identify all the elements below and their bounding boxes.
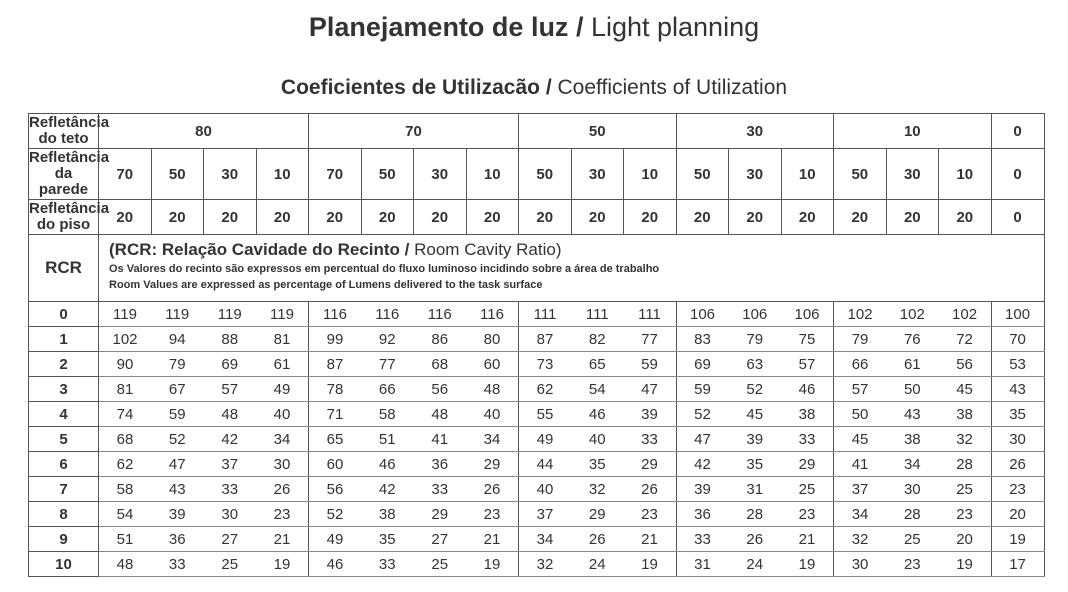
table-cell: 38 [939,402,992,427]
table-cell: 66 [834,352,887,377]
table-cell: 45 [834,427,887,452]
table-cell: 111 [571,302,624,327]
floor-value-cell: 20 [939,200,992,235]
table-cell: 33 [676,527,729,552]
table-cell: 19 [624,552,677,577]
table-cell: 43 [991,377,1044,402]
table-cell: 116 [414,302,467,327]
wall-value-cell: 10 [256,149,309,200]
table-cell: 90 [99,352,152,377]
table-cell: 48 [466,377,519,402]
table-cell: 116 [309,302,362,327]
table-cell: 42 [676,452,729,477]
page-title [0,12,1068,43]
table-cell: 56 [939,352,992,377]
table-cell: 72 [939,327,992,352]
table-cell: 46 [361,452,414,477]
rcr-value-cell: 10 [29,552,99,577]
table-cell: 56 [309,477,362,502]
table-cell: 37 [519,502,572,527]
table-cell: 92 [361,327,414,352]
rcr-label: RCR [29,235,99,302]
table-cell: 79 [729,327,782,352]
wall-value-cell: 50 [361,149,414,200]
wall-value-cell: 50 [834,149,887,200]
table-cell: 27 [204,527,257,552]
table-cell: 26 [466,477,519,502]
table-cell: 45 [939,377,992,402]
table-cell: 68 [99,427,152,452]
table-cell: 30 [886,477,939,502]
table-cell: 52 [309,502,362,527]
table-subtitle [0,76,1068,100]
table-cell: 30 [204,502,257,527]
table-cell: 28 [886,502,939,527]
wall-value-cell: 70 [99,149,152,200]
floor-value-cell: 20 [886,200,939,235]
floor-value-cell: 20 [571,200,624,235]
table-cell: 61 [886,352,939,377]
table-row [29,527,1045,552]
table-cell: 57 [781,352,834,377]
wall-label-line1: Refletância [29,149,110,166]
table-cell: 44 [519,452,572,477]
table-cell: 25 [204,552,257,577]
table-cell: 32 [834,527,887,552]
table-subtitle-pt: Coeficientes de Utilizacão [280,76,540,99]
table-cell: 116 [361,302,414,327]
table-cell: 30 [256,452,309,477]
table-cell: 49 [256,377,309,402]
table-cell: 82 [571,327,624,352]
table-cell: 102 [939,302,992,327]
floor-label-line1: Refletância [29,200,110,217]
table-cell: 19 [781,552,834,577]
table-cell: 36 [414,452,467,477]
table-cell: 29 [414,502,467,527]
table-cell: 21 [466,527,519,552]
table-cell: 19 [466,552,519,577]
table-cell: 111 [519,302,572,327]
table-cell: 119 [151,302,204,327]
wall-value-cell: 30 [571,149,624,200]
table-cell: 39 [729,427,782,452]
table-row [29,452,1045,477]
table-subtitle-separator: / [540,76,558,99]
floor-value-cell: 20 [309,200,362,235]
wall-value-cell: 70 [309,149,362,200]
rcr-value-cell: 2 [29,352,99,377]
rcr-note-pt: Os Valores do recinto são expressos em percentual do fluxo luminoso incidindo sobre a área de trabalho [109,263,660,275]
table-cell: 56 [414,377,467,402]
table-cell: 52 [729,377,782,402]
table-cell: 39 [676,477,729,502]
table-cell: 40 [466,402,519,427]
table-row [29,477,1045,502]
table-cell: 59 [151,402,204,427]
rcr-note [99,235,1045,302]
table-cell: 20 [939,527,992,552]
rcr-note-title [109,239,1036,261]
table-cell: 53 [991,352,1044,377]
table-cell: 51 [361,427,414,452]
table-cell: 76 [886,327,939,352]
floor-value-cell: 20 [361,200,414,235]
rcr-value-cell: 5 [29,427,99,452]
table-cell: 46 [309,552,362,577]
table-cell: 26 [729,527,782,552]
floor-label-line2: do piso [36,216,91,233]
table-cell: 19 [256,552,309,577]
table-cell: 54 [99,502,152,527]
table-cell: 40 [256,402,309,427]
table-cell: 20 [991,502,1044,527]
table-cell: 65 [571,352,624,377]
table-cell: 62 [99,452,152,477]
floor-value-cell: 20 [676,200,729,235]
table-cell: 24 [571,552,624,577]
wall-value-cell: 10 [466,149,519,200]
table-cell: 71 [309,402,362,427]
table-cell: 119 [256,302,309,327]
table-cell: 34 [466,427,519,452]
floor-value-cell: 20 [781,200,834,235]
table-cell: 35 [361,527,414,552]
table-cell: 69 [204,352,257,377]
table-cell: 79 [834,327,887,352]
table-cell: 23 [624,502,677,527]
table-cell: 81 [256,327,309,352]
table-subtitle-en: Coefficients of Utilization [557,76,788,99]
table-cell: 27 [414,527,467,552]
rcr-value-cell: 1 [29,327,99,352]
table-cell: 58 [99,477,152,502]
table-cell: 23 [256,502,309,527]
table-cell: 57 [204,377,257,402]
wall-value-cell: 50 [676,149,729,200]
table-cell: 70 [991,327,1044,352]
wall-value-cell: 30 [204,149,257,200]
ceiling-value-cell: 80 [99,114,309,149]
table-cell: 23 [939,502,992,527]
table-cell: 67 [151,377,204,402]
table-cell: 119 [204,302,257,327]
ceiling-value-cell: 0 [991,114,1044,149]
table-cell: 30 [834,552,887,577]
table-cell: 36 [151,527,204,552]
table-row [29,352,1045,377]
table-cell: 80 [466,327,519,352]
floor-value-cell: 20 [99,200,152,235]
rcr-note-title-en: Room Cavity Ratio) [414,240,562,259]
table-cell: 25 [414,552,467,577]
ceiling-value-cell: 30 [676,114,834,149]
ceiling-reflectance-label [29,114,110,149]
table-cell: 29 [466,452,519,477]
table-cell: 28 [939,452,992,477]
table-cell: 99 [309,327,362,352]
table-cell: 46 [781,377,834,402]
table-row [29,427,1045,452]
rcr-value-cell: 8 [29,502,99,527]
table-cell: 88 [204,327,257,352]
rcr-note-title-separator: / [399,240,415,259]
table-cell: 31 [729,477,782,502]
table-cell: 35 [729,452,782,477]
table-cell: 25 [939,477,992,502]
rcr-value-cell: 0 [29,302,99,327]
table-cell: 38 [781,402,834,427]
table-cell: 26 [624,477,677,502]
table-cell: 77 [361,352,414,377]
wall-value-cell: 50 [151,149,204,200]
table-row [29,502,1045,527]
table-cell: 116 [466,302,519,327]
ceiling-value-cell: 10 [834,114,992,149]
wall-value-cell: 30 [414,149,467,200]
table-cell: 47 [151,452,204,477]
wall-value-cell: 30 [729,149,782,200]
floor-reflectance-row [29,200,1045,235]
table-cell: 34 [834,502,887,527]
table-cell: 59 [624,352,677,377]
table-cell: 31 [676,552,729,577]
rcr-note-row [29,235,1045,302]
table-cell: 23 [886,552,939,577]
floor-value-cell: 20 [729,200,782,235]
table-cell: 111 [624,302,677,327]
table-row [29,377,1045,402]
table-cell: 32 [939,427,992,452]
table-cell: 33 [414,477,467,502]
page-title-separator: / [568,12,591,42]
table-cell: 26 [571,527,624,552]
coefficients-table-body [29,114,1045,577]
table-cell: 57 [834,377,887,402]
table-cell: 34 [886,452,939,477]
rcr-note-en: Room Values are expressed as percentage of Lumens delivered to the task surface [109,279,543,291]
table-cell: 40 [571,427,624,452]
wall-value-cell: 10 [624,149,677,200]
table-cell: 19 [991,527,1044,552]
table-cell: 26 [991,452,1044,477]
table-cell: 102 [886,302,939,327]
table-cell: 21 [781,527,834,552]
table-cell: 45 [729,402,782,427]
table-cell: 23 [781,502,834,527]
rcr-value-cell: 6 [29,452,99,477]
table-cell: 62 [519,377,572,402]
floor-value-cell: 20 [466,200,519,235]
table-cell: 48 [414,402,467,427]
table-cell: 60 [309,452,362,477]
table-cell: 68 [414,352,467,377]
table-cell: 54 [571,377,624,402]
table-row [29,302,1045,327]
table-cell: 33 [151,552,204,577]
ceiling-label-line2: do teto [38,130,89,147]
table-cell: 46 [571,402,624,427]
table-cell: 39 [151,502,204,527]
wall-value-cell: 0 [991,149,1044,200]
table-cell: 74 [99,402,152,427]
table-cell: 29 [624,452,677,477]
floor-value-cell: 0 [991,200,1044,235]
table-cell: 61 [256,352,309,377]
table-cell: 49 [519,427,572,452]
table-cell: 48 [204,402,257,427]
table-cell: 52 [151,427,204,452]
floor-value-cell: 20 [414,200,467,235]
table-cell: 51 [99,527,152,552]
table-cell: 40 [519,477,572,502]
table-cell: 55 [519,402,572,427]
table-cell: 60 [466,352,519,377]
rcr-note-title-pt: (RCR: Relação Cavidade do Recinto [109,240,400,259]
floor-value-cell: 20 [519,200,572,235]
floor-value-cell: 20 [834,200,887,235]
table-cell: 77 [624,327,677,352]
table-cell: 21 [256,527,309,552]
table-cell: 38 [886,427,939,452]
table-cell: 23 [991,477,1044,502]
table-cell: 58 [361,402,414,427]
table-cell: 100 [991,302,1044,327]
table-cell: 36 [676,502,729,527]
table-cell: 41 [834,452,887,477]
floor-value-cell: 20 [151,200,204,235]
table-cell: 102 [834,302,887,327]
table-cell: 25 [781,477,834,502]
rcr-value-cell: 4 [29,402,99,427]
page-title-pt: Planejamento de luz [308,12,569,42]
ceiling-value-cell: 70 [309,114,519,149]
page-title-en: Light planning [590,12,760,42]
table-cell: 83 [676,327,729,352]
table-cell: 65 [309,427,362,452]
table-cell: 25 [886,527,939,552]
wall-value-cell: 10 [781,149,834,200]
ceiling-value-cell: 50 [519,114,677,149]
table-cell: 34 [519,527,572,552]
floor-reflectance-label [29,200,110,235]
wall-label-line2: da parede [38,165,89,198]
rcr-value-cell: 7 [29,477,99,502]
table-cell: 87 [519,327,572,352]
table-cell: 69 [676,352,729,377]
table-cell: 17 [991,552,1044,577]
table-cell: 21 [624,527,677,552]
table-cell: 37 [204,452,257,477]
table-cell: 43 [151,477,204,502]
table-cell: 24 [729,552,782,577]
table-cell: 38 [361,502,414,527]
table-cell: 52 [676,402,729,427]
floor-value-cell: 20 [256,200,309,235]
table-cell: 19 [939,552,992,577]
table-cell: 87 [309,352,362,377]
table-cell: 75 [781,327,834,352]
table-cell: 29 [571,502,624,527]
wall-value-cell: 30 [886,149,939,200]
floor-value-cell: 20 [624,200,677,235]
table-cell: 50 [834,402,887,427]
table-cell: 73 [519,352,572,377]
ceiling-reflectance-row [29,114,1045,149]
wall-value-cell: 10 [939,149,992,200]
wall-reflectance-row [29,149,1045,200]
table-cell: 106 [676,302,729,327]
table-cell: 33 [361,552,414,577]
table-cell: 63 [729,352,782,377]
table-cell: 23 [466,502,519,527]
rcr-value-cell: 3 [29,377,99,402]
table-cell: 33 [204,477,257,502]
table-cell: 119 [99,302,152,327]
wall-reflectance-label [29,149,110,200]
table-cell: 50 [886,377,939,402]
table-row [29,402,1045,427]
table-cell: 30 [991,427,1044,452]
table-cell: 33 [781,427,834,452]
table-cell: 106 [781,302,834,327]
table-cell: 106 [729,302,782,327]
table-cell: 33 [624,427,677,452]
table-cell: 47 [624,377,677,402]
table-cell: 59 [676,377,729,402]
table-row [29,327,1045,352]
ceiling-label-line1: Refletância [29,114,110,131]
table-cell: 48 [99,552,152,577]
table-cell: 41 [414,427,467,452]
table-cell: 37 [834,477,887,502]
coefficients-table [28,113,1045,577]
table-cell: 66 [361,377,414,402]
table-cell: 79 [151,352,204,377]
table-cell: 35 [991,402,1044,427]
table-cell: 42 [361,477,414,502]
table-cell: 26 [256,477,309,502]
table-cell: 28 [729,502,782,527]
table-cell: 32 [571,477,624,502]
table-cell: 39 [624,402,677,427]
table-row [29,552,1045,577]
table-cell: 32 [519,552,572,577]
table-cell: 42 [204,427,257,452]
wall-value-cell: 50 [519,149,572,200]
table-cell: 43 [886,402,939,427]
table-cell: 102 [99,327,152,352]
rcr-value-cell: 9 [29,527,99,552]
table-cell: 78 [309,377,362,402]
table-cell: 86 [414,327,467,352]
table-cell: 34 [256,427,309,452]
floor-value-cell: 20 [204,200,257,235]
table-cell: 29 [781,452,834,477]
table-cell: 94 [151,327,204,352]
table-cell: 47 [676,427,729,452]
table-cell: 81 [99,377,152,402]
table-cell: 35 [571,452,624,477]
table-cell: 49 [309,527,362,552]
